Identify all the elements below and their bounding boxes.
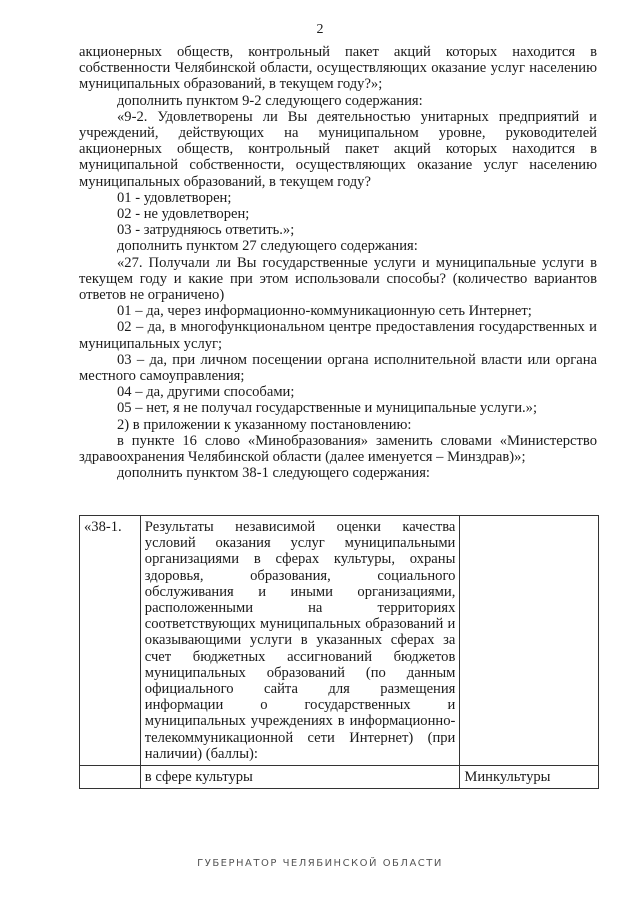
paragraph: 04 – да, другими способами;: [117, 384, 295, 401]
row-number: «38-1.: [80, 516, 141, 766]
paragraph: дополнить пунктом 9-2 следующего содержания:: [117, 92, 423, 109]
agency-cell: Минкультуры: [460, 766, 599, 789]
paragraph: в пункте 16 слово «Минобразования» заменить словами «Министерство здравоохранения Челябинской области (далее именуется – Минздрав)»;: [79, 432, 597, 466]
indicator-text: Результаты независимой оценки качества условий оказания услуг муниципальными организациями в сферах культуры, охраны здоровья, образования, социального обслуживания и иными организациями, расположенными на территориях соответствующих муниципальных образований и оказывающими услуги в указанных сферах за счет бюджетных ассигнований бюджетов муниципальных образований (по данным официального сайта для размещения информации о государственных и муниципальных учреждениях в информационно-телекоммуникационной сети Интернет) (при наличии) (баллы):: [140, 516, 460, 766]
amendment-table: [79, 515, 599, 789]
agency-cell: [460, 516, 599, 766]
paragraph: дополнить пунктом 38-1 следующего содержания:: [117, 465, 430, 482]
paragraph: «9-2. Удовлетворены ли Вы деятельностью унитарных предприятий и учреждений, действующих на муниципальном уровне, руководителей акционерных обществ, контрольный пакет акций которых находится в муниципальной собственности, осуществляющих оказание услуг населению муниципальных образований, в текущем году?: [79, 108, 597, 190]
indicator-text: в сфере культуры: [140, 766, 460, 789]
page-number: 2: [316, 22, 324, 37]
paragraph: 05 – нет, я не получал государственные и муниципальные услуги.»;: [117, 400, 538, 417]
paragraph: 01 - удовлетворен;: [117, 189, 232, 206]
paragraph: 01 – да, через информационно-коммуникационную сеть Интернет;: [117, 303, 532, 320]
footer-watermark: ГУБЕРНАТОР ЧЕЛЯБИНСКОЙ ОБЛАСТИ: [197, 858, 443, 869]
paragraph: «27. Получали ли Вы государственные услуги и муниципальные услуги в текущем году и какие при этом использовали способы? (количество вариантов ответов не ограничено): [79, 254, 597, 304]
table-row: [80, 516, 599, 766]
paragraph: акционерных обществ, контрольный пакет акций которых находится в собственности Челябинской области, осуществляющих оказание услуг населению муниципальных образований, в текущем году?»;: [79, 44, 597, 93]
document-body: [79, 44, 597, 481]
row-number: [80, 766, 141, 789]
paragraph: 02 – да, в многофункциональном центре предоставления государственных и муниципальных услуг;: [79, 319, 597, 352]
table-row: [80, 766, 599, 789]
paragraph: 03 - затрудняюсь ответить.»;: [117, 222, 295, 239]
paragraph: 02 - не удовлетворен;: [117, 206, 250, 223]
paragraph: 2) в приложении к указанному постановлению:: [117, 416, 412, 433]
paragraph: 03 – да, при личном посещении органа исполнительной власти или органа местного самоуправления;: [79, 351, 597, 385]
paragraph: дополнить пунктом 27 следующего содержания:: [117, 238, 418, 255]
